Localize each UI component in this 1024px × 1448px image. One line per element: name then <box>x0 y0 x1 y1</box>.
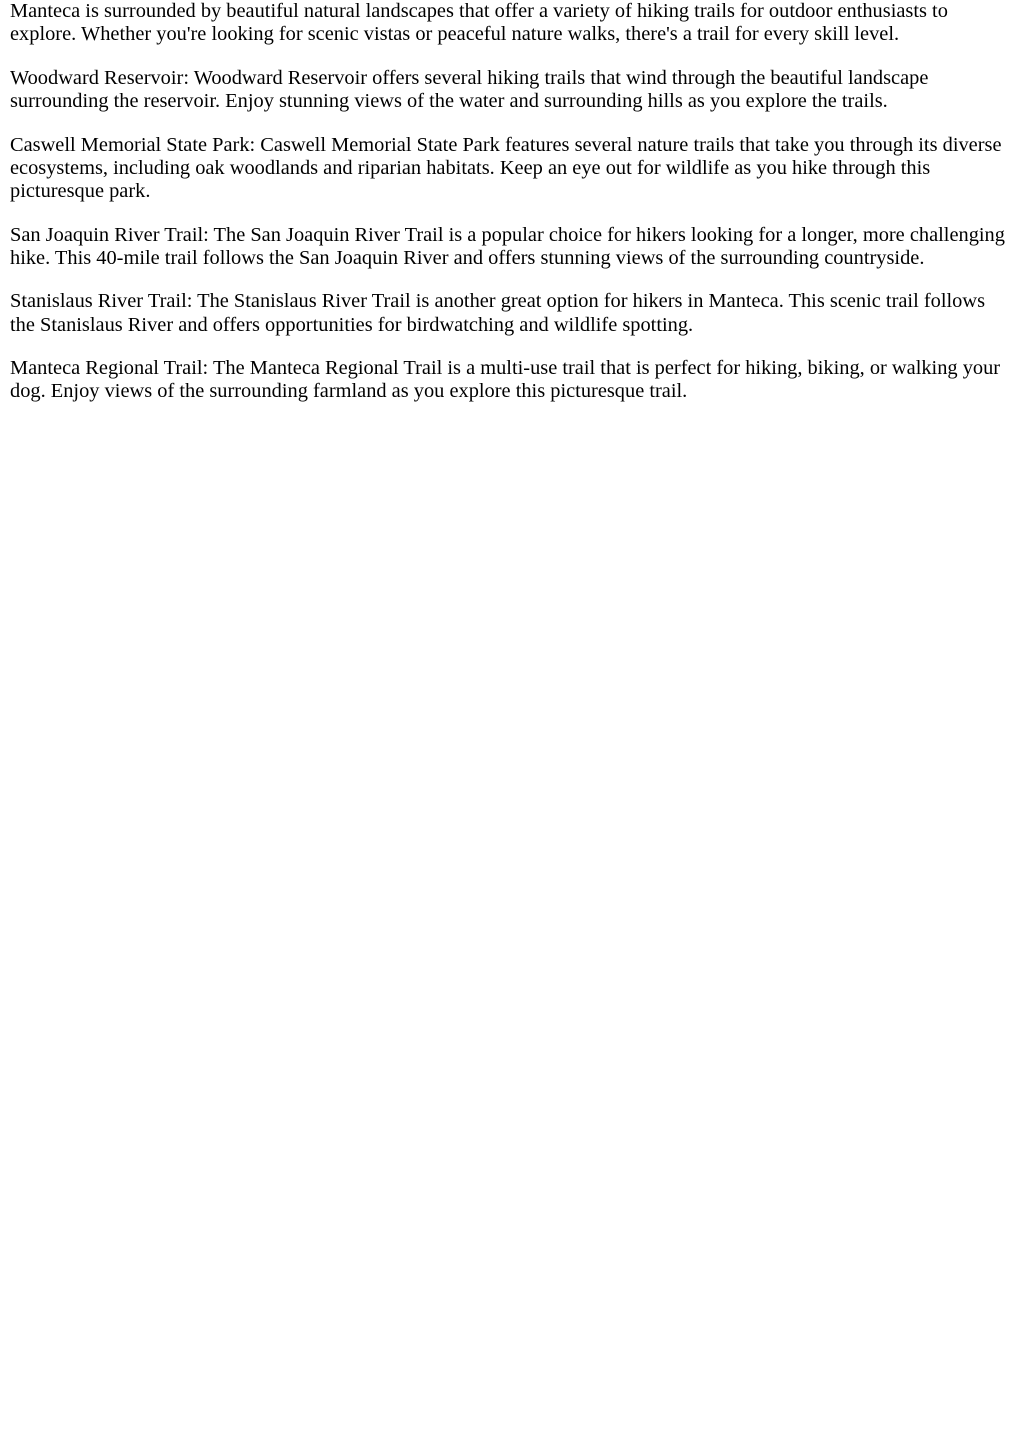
intro-paragraph: Manteca is surrounded by beautiful natural landscapes that offer a variety of hiking trails for outdoor enthusiasts to explore. Whether you're looking for scenic vistas or peaceful nature walks, there's a trail for every skill level. <box>10 0 948 46</box>
san-joaquin-river-trail-paragraph: San Joaquin River Trail: The San Joaquin River Trail is a popular choice for hikers looking for a longer, more challenging hike. This 40-mile trail follows the San Joaquin River and offers stunning views of the surrounding countryside. <box>10 223 1005 269</box>
document-body <box>0 0 1014 404</box>
stanislaus-river-trail-paragraph: Stanislaus River Trail: The Stanislaus River Trail is another great option for hikers in Manteca. This scenic trail follows the Stanislaus River and offers opportunities for birdwatching and wildlife spotting. <box>10 290 986 336</box>
caswell-memorial-paragraph: Caswell Memorial State Park: Caswell Memorial State Park features several nature trails that take you through its diverse ecosystems, including oak woodlands and riparian habitats. Keep an eye out for wildlife as you hike through this picturesque park. <box>10 133 1002 202</box>
manteca-regional-trail-paragraph: Manteca Regional Trail: The Manteca Regional Trail is a multi-use trail that is perfect for hiking, biking, or walking your dog. Enjoy views of the surrounding farmland as you explore this picturesque trail. <box>10 357 1001 403</box>
woodward-reservoir-paragraph: Woodward Reservoir: Woodward Reservoir offers several hiking trails that wind through the beautiful landscape surrounding the reservoir. Enjoy stunning views of the water and surrounding hills as you explore the trails. <box>10 66 929 112</box>
